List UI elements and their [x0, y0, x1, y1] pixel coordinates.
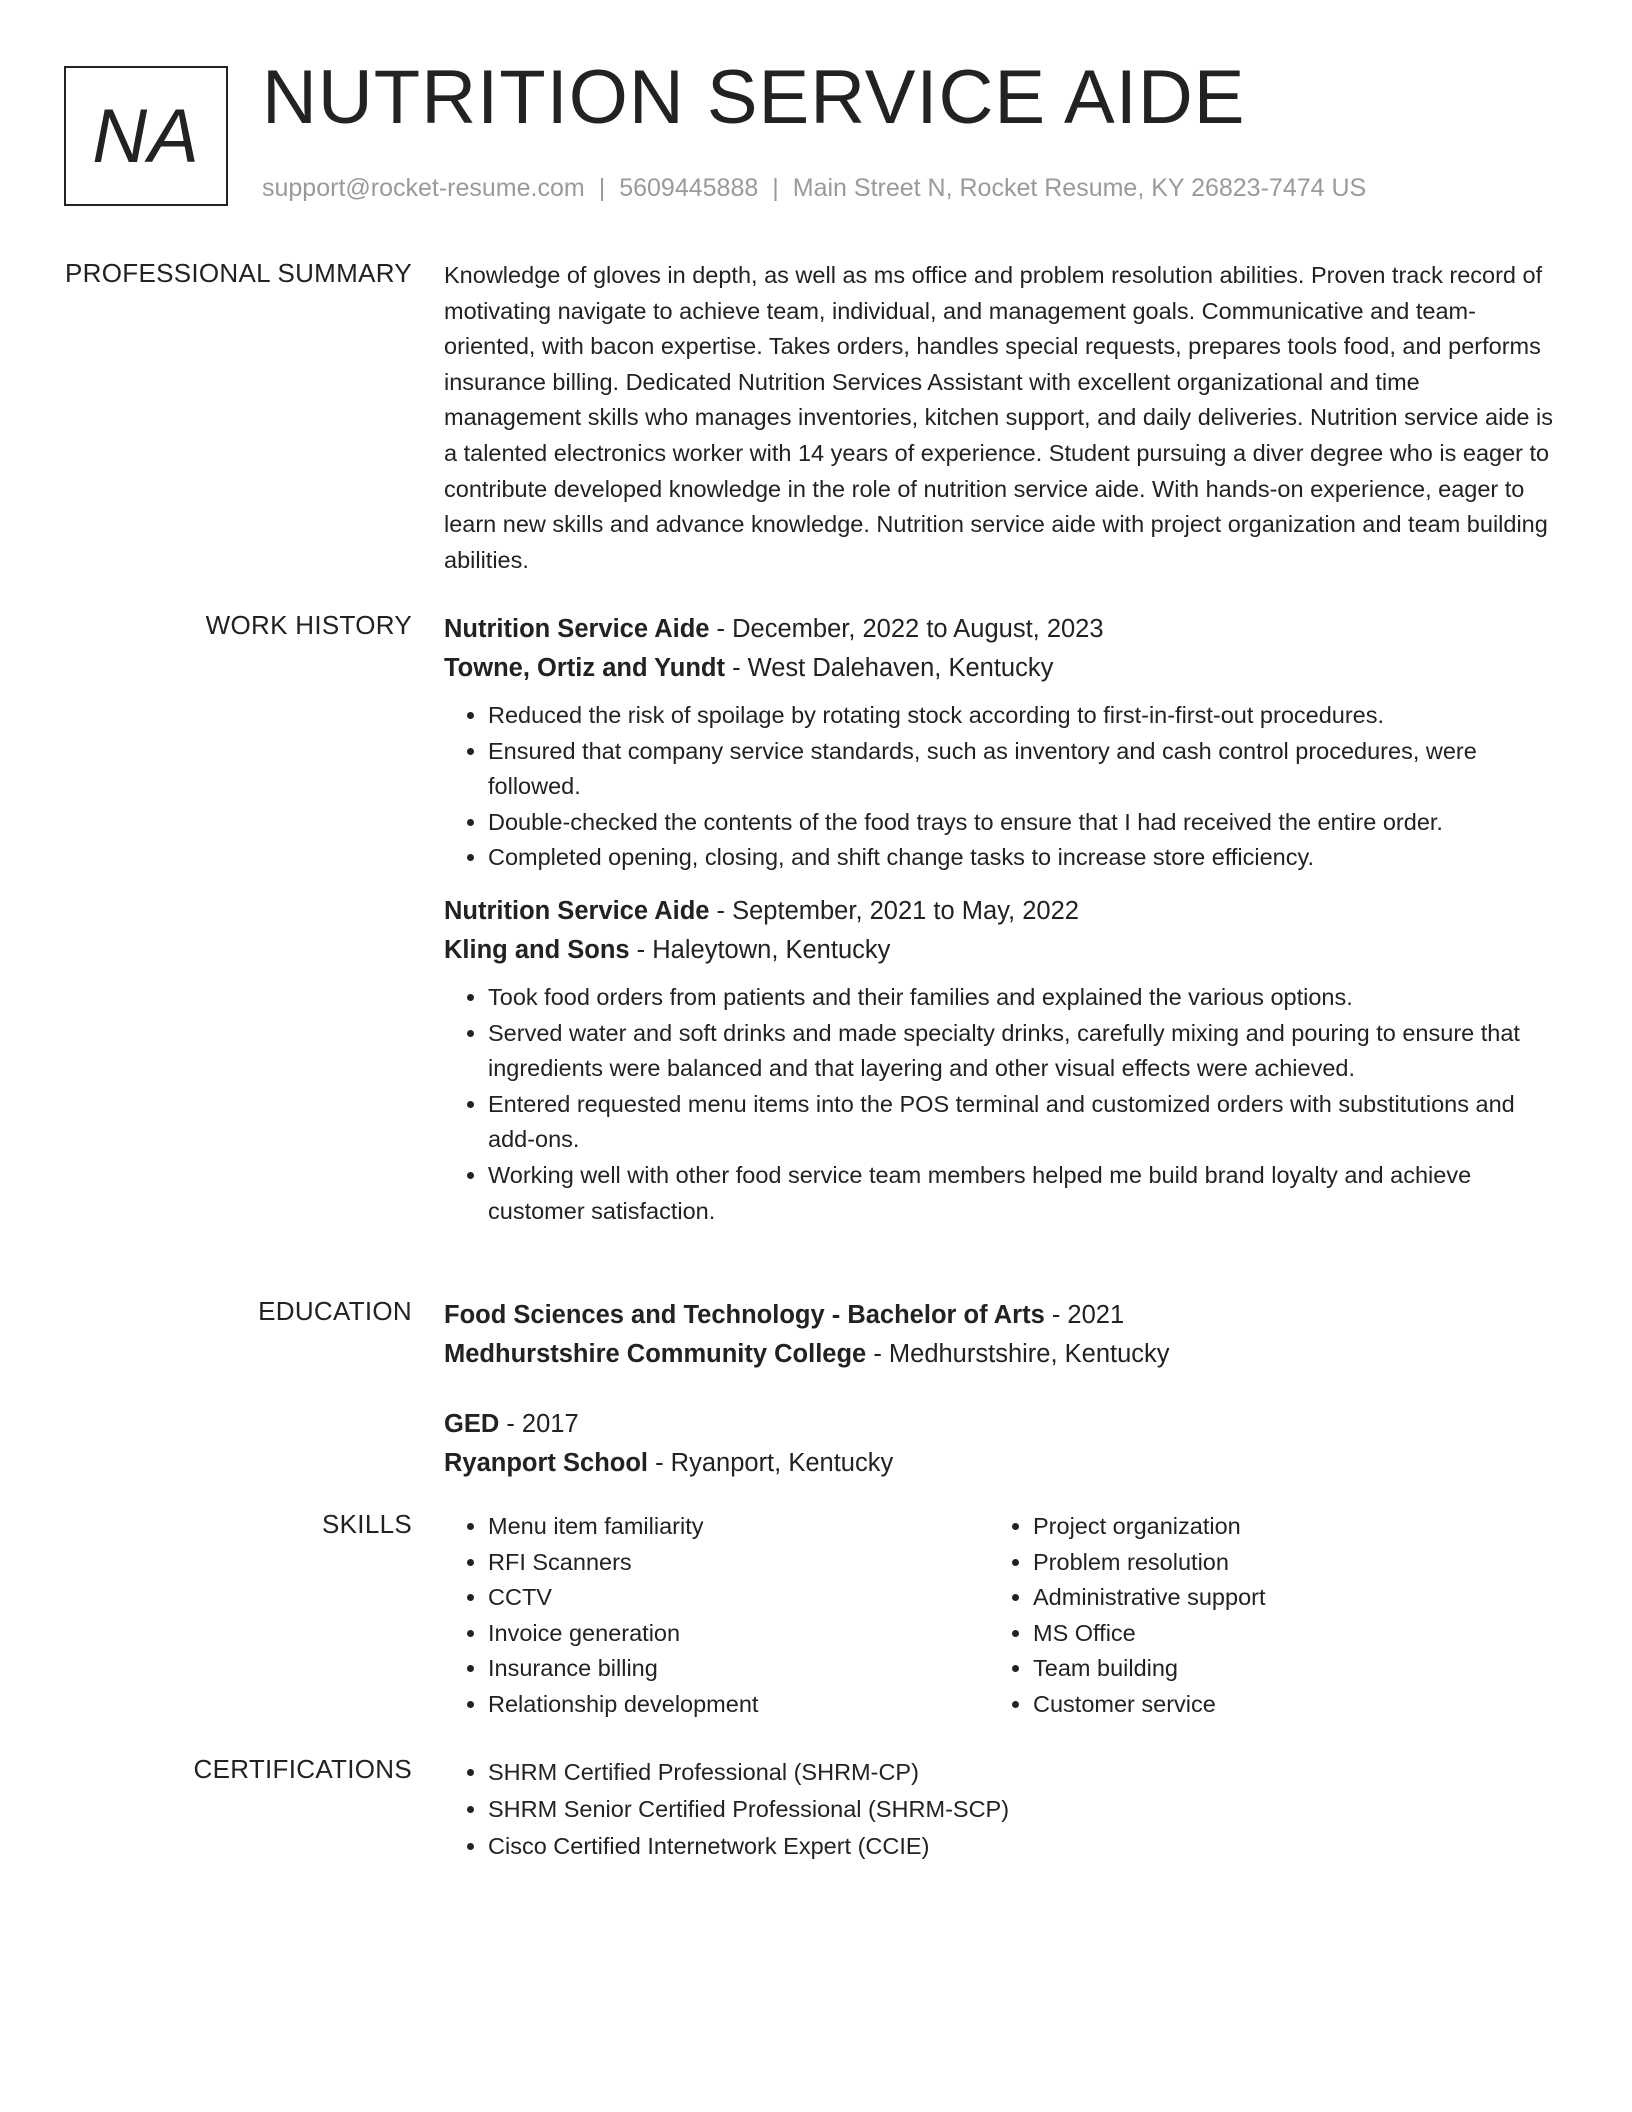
education-entry — [444, 1296, 1554, 1374]
education-location: - Medhurstshire, Kentucky — [866, 1340, 1170, 1368]
contact-separator: | — [598, 174, 606, 202]
education-location: - Ryanport, Kentucky — [648, 1449, 894, 1477]
job-bullet: • Served water and soft drinks and made specialty drinks, carefully mixing and pouring to ensure that ingredients were balanced and that layering and other visual effects were achieved. — [488, 1016, 1554, 1087]
job-bullets — [444, 698, 1554, 876]
summary-body — [444, 258, 1554, 578]
skills-column-right — [989, 1509, 1534, 1723]
job-dates: - December, 2022 to August, 2023 — [709, 615, 1104, 643]
skill-item: • Problem resolution — [1033, 1545, 1534, 1581]
job-bullet: • Reduced the risk of spoilage by rotating stock according to first-in-first-out procedures. — [488, 698, 1554, 734]
skill-item: • Menu item familiarity — [488, 1509, 989, 1545]
education-school-line — [444, 1335, 1554, 1374]
contact-line — [262, 174, 1366, 203]
certification-item: • SHRM Senior Certified Professional (SHRM-SCP) — [488, 1791, 1554, 1828]
skills-body — [444, 1509, 1554, 1723]
section-heading-certifications: CERTIFICATIONS — [193, 1754, 412, 1784]
monogram-initials: NA — [92, 93, 200, 179]
education-school: Medhurstshire Community College — [444, 1340, 867, 1368]
education-degree-line — [444, 1296, 1554, 1335]
job-company-line — [444, 931, 1554, 970]
work-history-body — [444, 610, 1554, 1229]
education-degree-line — [444, 1405, 1554, 1444]
education-year: - 2021 — [1044, 1301, 1125, 1329]
skills-grid — [444, 1509, 1554, 1723]
job-title-line — [444, 892, 1554, 931]
skills-column-left — [444, 1509, 989, 1723]
job-entry — [444, 892, 1554, 1229]
certifications-list — [444, 1754, 1554, 1865]
skill-item: • Relationship development — [488, 1687, 989, 1723]
skill-item: • RFI Scanners — [488, 1545, 989, 1581]
skill-item: • Insurance billing — [488, 1651, 989, 1687]
section-heading-summary: PROFESSIONAL SUMMARY — [65, 258, 412, 288]
page-title: NUTRITION SERVICE AIDE — [262, 55, 1246, 140]
job-title: Nutrition Service Aide — [444, 615, 710, 643]
job-bullets — [444, 980, 1554, 1229]
skill-item: • Customer service — [1033, 1687, 1534, 1723]
contact-address: Main Street N, Rocket Resume, KY 26823-7474 US — [792, 174, 1367, 202]
education-year: - 2017 — [499, 1410, 579, 1438]
education-degree: Food Sciences and Technology - Bachelor of Arts — [444, 1301, 1045, 1329]
job-bullet: • Took food orders from patients and their families and explained the various options. — [488, 980, 1554, 1016]
monogram-box — [64, 66, 228, 206]
job-entry — [444, 610, 1554, 876]
certification-item: • SHRM Certified Professional (SHRM-CP) — [488, 1754, 1554, 1791]
section-heading-skills: SKILLS — [322, 1509, 412, 1539]
skill-item: • CCTV — [488, 1580, 989, 1616]
education-body — [444, 1296, 1554, 1483]
contact-phone: 5609445888 — [619, 174, 759, 202]
skill-item: • Administrative support — [1033, 1580, 1534, 1616]
certification-item: • Cisco Certified Internetwork Expert (CCIE) — [488, 1828, 1554, 1865]
job-bullet: • Completed opening, closing, and shift change tasks to increase store efficiency. — [488, 840, 1554, 876]
job-bullet: • Entered requested menu items into the POS terminal and customized orders with substitutions and add-ons. — [488, 1087, 1554, 1158]
job-location: - West Dalehaven, Kentucky — [724, 654, 1054, 682]
section-heading-education: EDUCATION — [258, 1296, 412, 1326]
skill-item: • Invoice generation — [488, 1616, 989, 1652]
job-bullet: • Double-checked the contents of the food trays to ensure that I had received the entire order. — [488, 805, 1554, 841]
job-bullet: • Working well with other food service team members helped me build brand loyalty and achieve customer satisfaction. — [488, 1158, 1554, 1229]
job-dates: - September, 2021 to May, 2022 — [709, 896, 1079, 925]
education-degree: GED — [444, 1410, 500, 1438]
job-title-line — [444, 610, 1554, 649]
contact-email: support@rocket-resume.com — [262, 174, 585, 202]
education-entry — [444, 1405, 1554, 1483]
summary-text: Knowledge of gloves in depth, as well as ms office and problem resolution abilities. Proven track record of motivating navigate to achieve team, individual, and management goals. Communicative and team-oriented, with bacon expertise. Takes orders, handles special requests, prepares tools food, and performs insurance billing. Dedicated Nutrition Services Assistant with excellent organizational and time management skills who manages inventories, kitchen support, and daily deliveries. Nutrition service aide is a talented electronics worker with 14 years of experience. Student pursuing a diver degree who is eager to contribute developed knowledge in the role of nutrition service aide. With hands-on experience, eager to learn new skills and advance knowledge. Nutrition service aide with project organization and team building abilities. — [444, 262, 1553, 573]
education-school-line — [444, 1444, 1554, 1483]
contact-separator: | — [772, 174, 779, 202]
section-heading-work-history: WORK HISTORY — [205, 610, 412, 640]
job-title: Nutrition Service Aide — [444, 896, 710, 925]
education-school: Ryanport School — [444, 1449, 649, 1477]
skill-item: • Project organization — [1033, 1509, 1534, 1545]
job-company-line — [444, 649, 1554, 688]
skill-item: • Team building — [1033, 1651, 1534, 1687]
job-company: Towne, Ortiz and Yundt — [444, 654, 725, 682]
skill-item: • MS Office — [1033, 1616, 1534, 1652]
job-location: - Haleytown, Kentucky — [629, 935, 891, 964]
certifications-body — [444, 1754, 1554, 1865]
job-company: Kling and Sons — [444, 935, 630, 964]
job-bullet: • Ensured that company service standards, such as inventory and cash control procedures, were followed. — [488, 734, 1554, 805]
